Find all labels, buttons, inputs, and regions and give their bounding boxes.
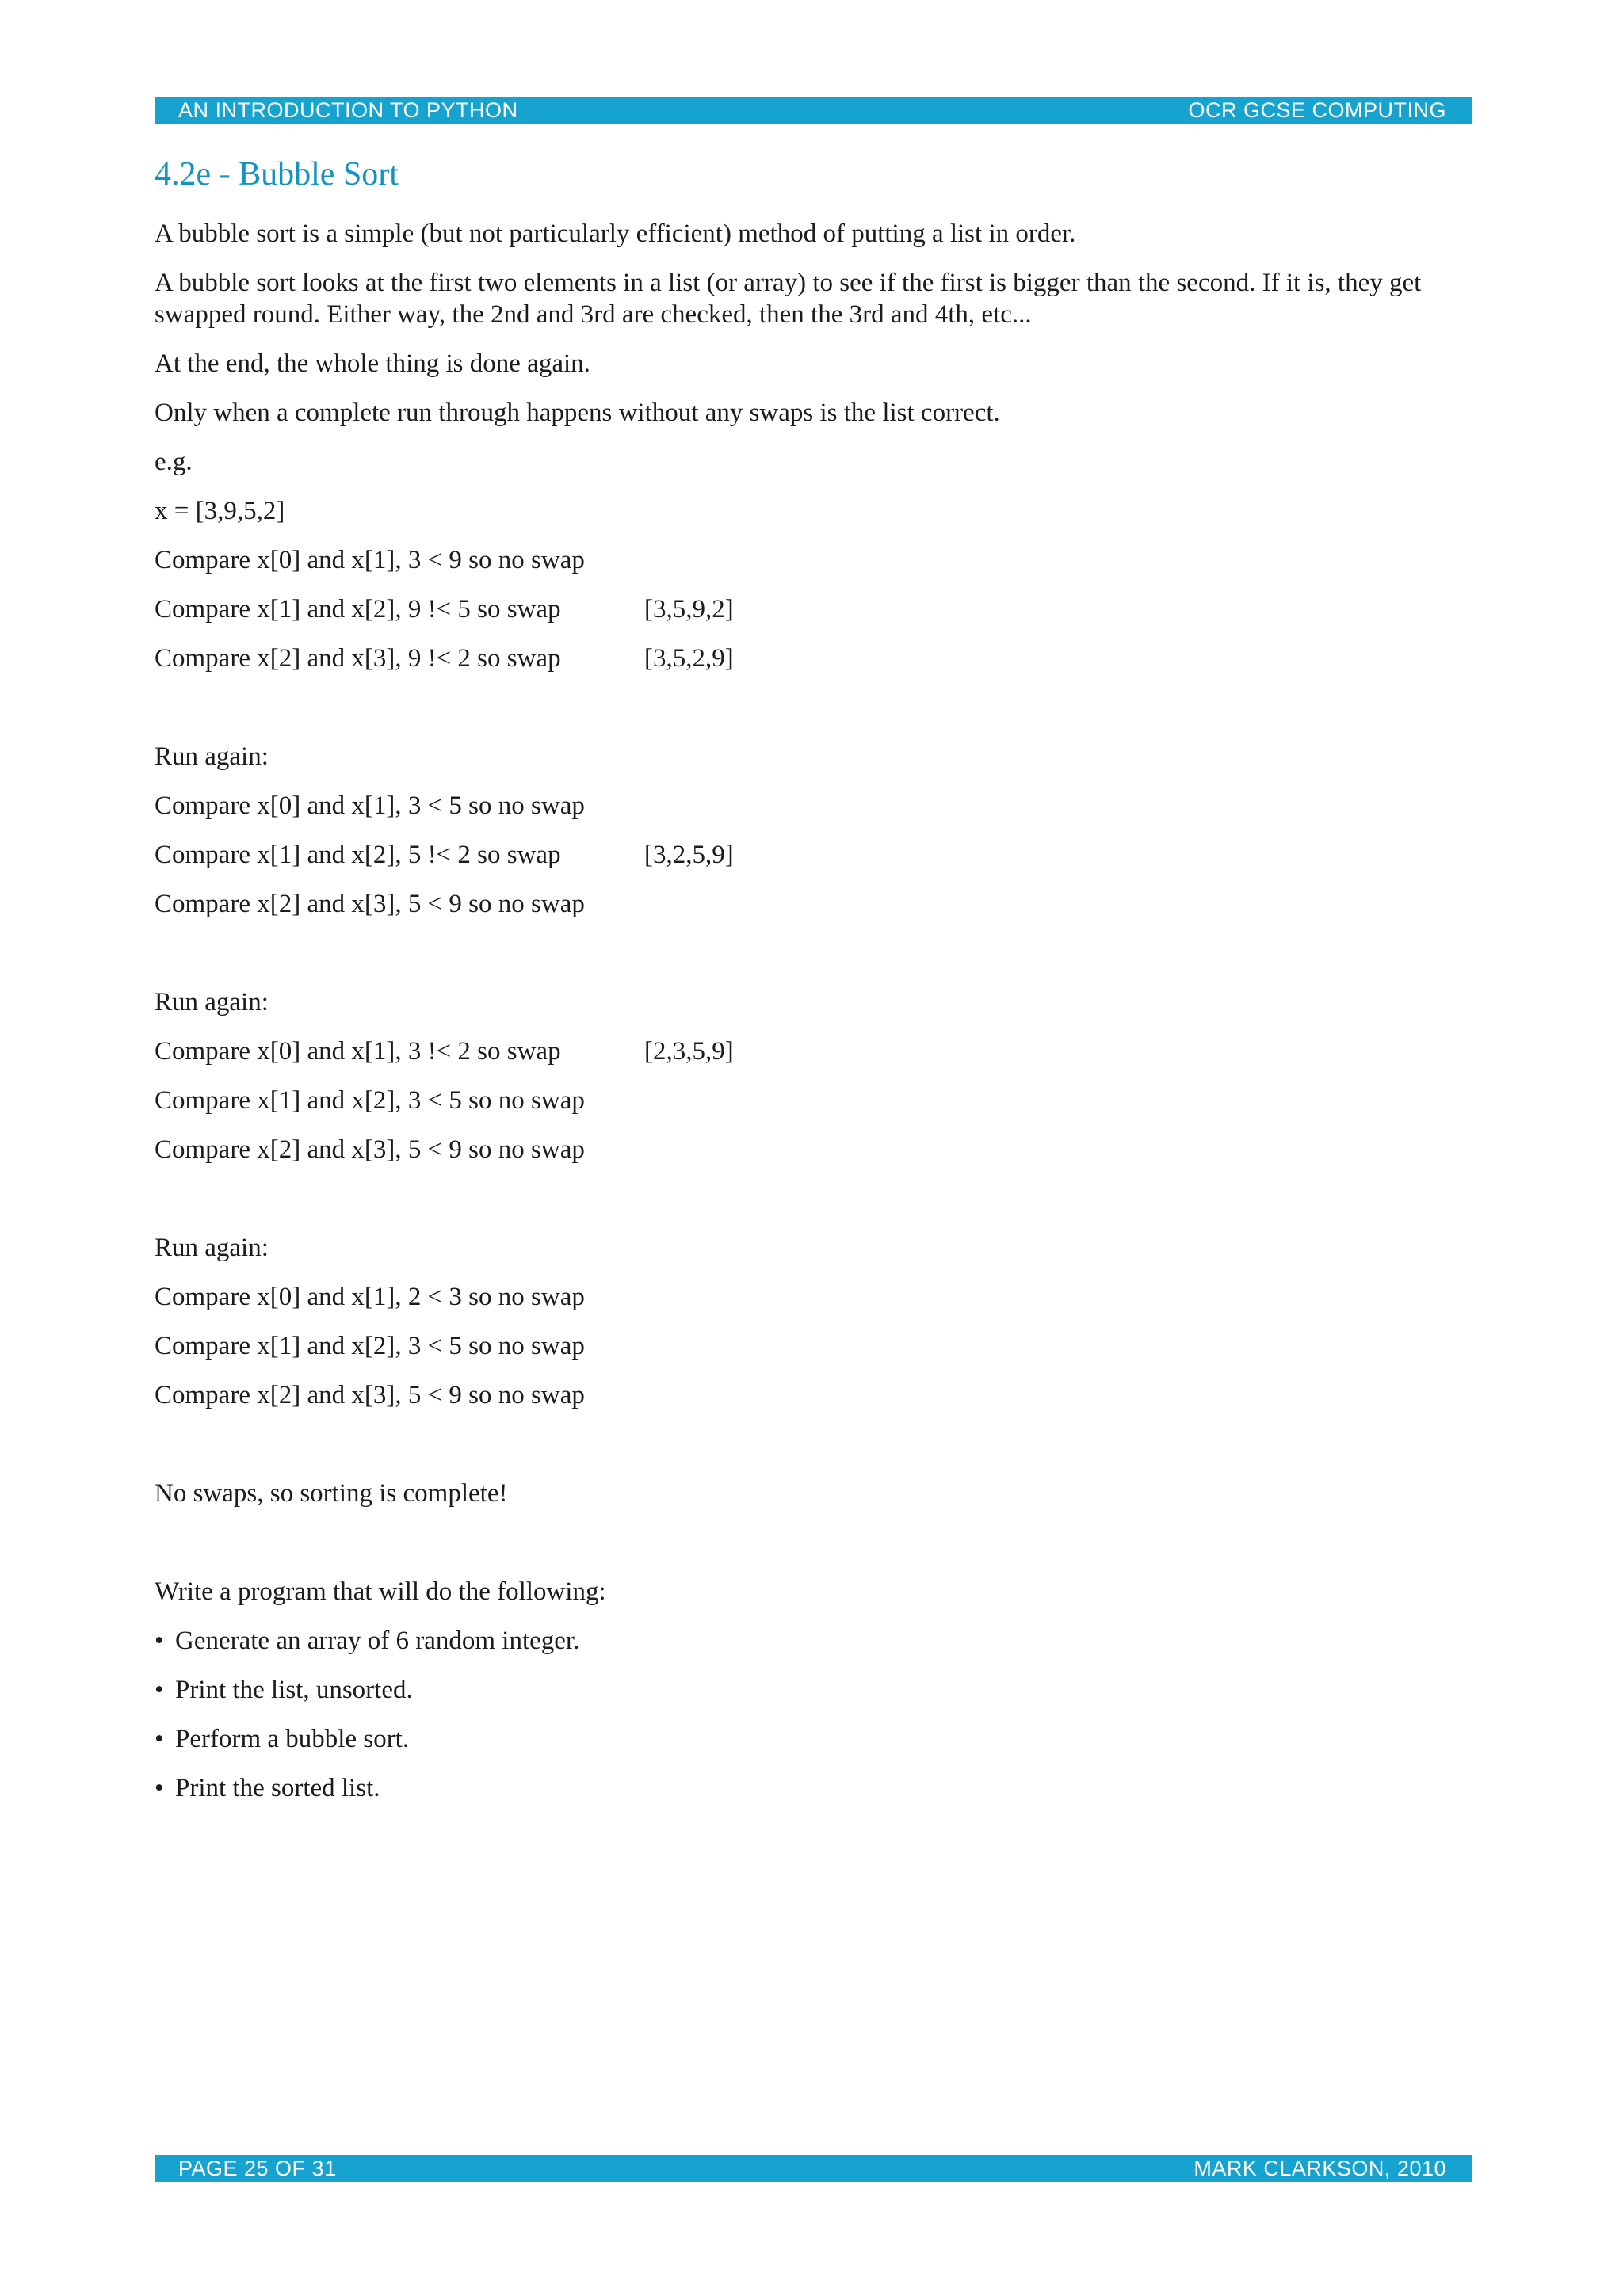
step-text: Compare x[0] and x[1], 3 < 9 so no swap xyxy=(155,546,585,574)
intro-paragraph: Only when a complete run through happens without any swaps is the list correct. xyxy=(155,399,1000,427)
spacer xyxy=(155,929,1472,978)
step-row xyxy=(155,1272,1472,1322)
step-text: Compare x[2] and x[3], 5 < 9 so no swap xyxy=(155,890,585,918)
step-text: Compare x[1] and x[2], 3 < 5 so no swap xyxy=(155,1086,585,1115)
task-item-text: Print the list, unsorted. xyxy=(175,1676,413,1704)
spacer xyxy=(155,1174,1472,1223)
task-item xyxy=(155,1616,1472,1665)
step-row xyxy=(155,585,1472,634)
step-result: [3,5,9,2] xyxy=(644,595,734,624)
header-course-title: AN INTRODUCTION TO PYTHON xyxy=(178,98,518,122)
initial-list: x = [3,9,5,2] xyxy=(155,497,285,525)
footer-band xyxy=(155,2155,1472,2182)
step-row xyxy=(155,1027,1472,1076)
step-text: Compare x[2] and x[3], 5 < 9 so no swap xyxy=(155,1135,585,1164)
conclusion: No swaps, so sorting is complete! xyxy=(155,1479,508,1508)
task-item xyxy=(155,1764,1472,1813)
bullet-icon: • xyxy=(155,1774,164,1802)
step-row xyxy=(155,634,1472,683)
step-row xyxy=(155,536,1472,585)
bullet-icon: • xyxy=(155,1676,164,1704)
step-row xyxy=(155,1076,1472,1125)
bullet-icon: • xyxy=(155,1725,164,1753)
step-row xyxy=(155,1125,1472,1174)
step-text: Compare x[1] and x[2], 5 !< 2 so swap xyxy=(155,841,561,869)
bullet-icon: • xyxy=(155,1627,164,1655)
step-text: Compare x[0] and x[1], 3 < 5 so no swap xyxy=(155,791,585,820)
step-row xyxy=(155,830,1472,879)
step-row xyxy=(155,879,1472,929)
step-row xyxy=(155,1371,1472,1420)
task-item-text: Generate an array of 6 random integer. xyxy=(175,1627,580,1655)
step-text: Compare x[1] and x[2], 9 !< 5 so swap xyxy=(155,595,561,624)
step-text: Compare x[2] and x[3], 5 < 9 so no swap xyxy=(155,1381,585,1409)
step-text: Compare x[1] and x[2], 3 < 5 so no swap xyxy=(155,1332,585,1360)
task-item xyxy=(155,1714,1472,1764)
step-text: Compare x[2] and x[3], 9 !< 2 so swap xyxy=(155,644,561,673)
pass-heading: Run again: xyxy=(155,988,269,1016)
page-number: PAGE 25 OF 31 xyxy=(178,2157,337,2180)
example-label: e.g. xyxy=(155,448,193,476)
task-item xyxy=(155,1665,1472,1714)
spacer xyxy=(155,1420,1472,1469)
page-content xyxy=(155,209,1472,1813)
task-intro: Write a program that will do the following: xyxy=(155,1577,606,1606)
pass-heading: Run again: xyxy=(155,1234,269,1262)
step-text: Compare x[0] and x[1], 2 < 3 so no swap xyxy=(155,1283,585,1311)
pass-heading: Run again: xyxy=(155,742,269,771)
step-result: [3,5,2,9] xyxy=(644,644,734,673)
header-course-name: OCR GCSE COMPUTING xyxy=(1188,98,1446,122)
intro-paragraph: A bubble sort looks at the first two elements in a list (or array) to see if the first is bigger than the second. If it is, they get swapped round. Either way, the 2nd and 3rd are checked, then the 3rd and 4th, etc... xyxy=(155,269,1422,329)
intro-paragraph: At the end, the whole thing is done again. xyxy=(155,349,590,378)
header-band xyxy=(155,97,1472,124)
task-item-text: Print the sorted list. xyxy=(175,1774,380,1802)
author-credit: MARK CLARKSON, 2010 xyxy=(1193,2157,1446,2180)
section-title: 4.2e - Bubble Sort xyxy=(155,156,399,193)
step-row xyxy=(155,1322,1472,1371)
intro-paragraph: A bubble sort is a simple (but not particularly efficient) method of putting a list in order. xyxy=(155,219,1076,248)
step-text: Compare x[0] and x[1], 3 !< 2 so swap xyxy=(155,1037,561,1066)
spacer xyxy=(155,1518,1472,1567)
step-result: [3,2,5,9] xyxy=(644,841,734,869)
spacer xyxy=(155,683,1472,732)
step-result: [2,3,5,9] xyxy=(644,1037,734,1066)
step-row xyxy=(155,781,1472,830)
task-item-text: Perform a bubble sort. xyxy=(175,1725,410,1753)
